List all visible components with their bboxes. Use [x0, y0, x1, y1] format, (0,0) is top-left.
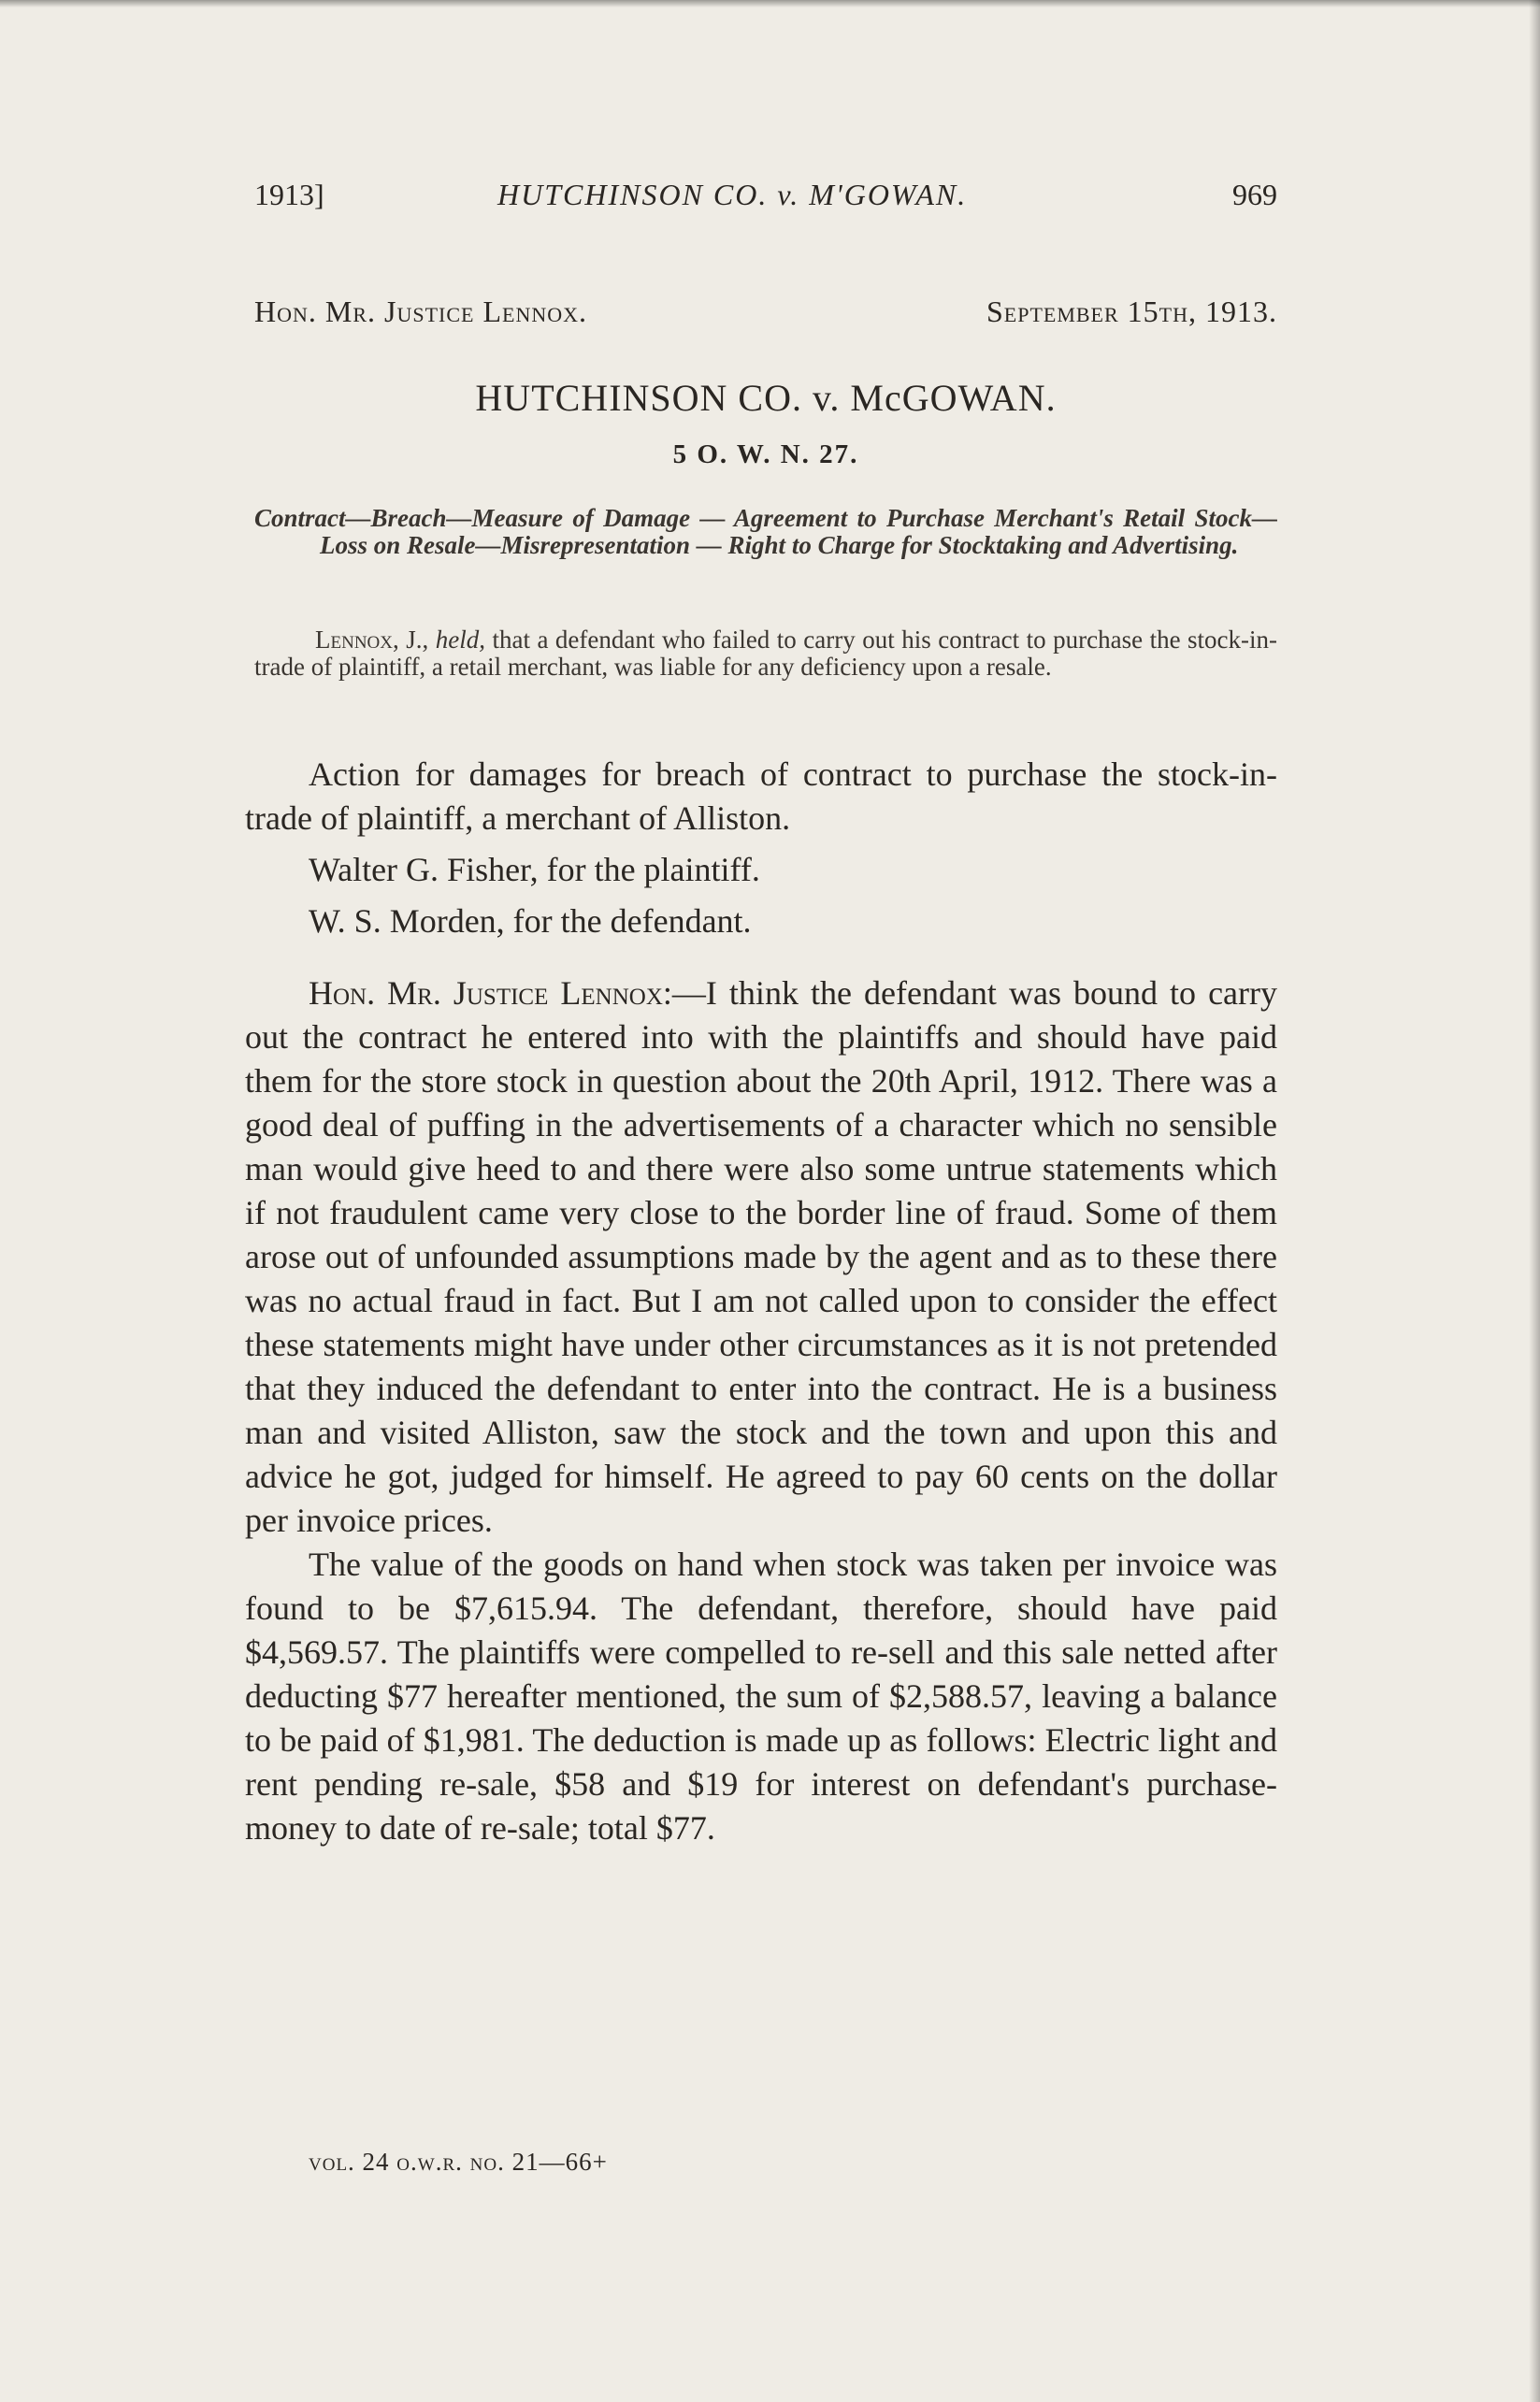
running-head-year: 1913]: [254, 178, 324, 211]
counsel-plaintiff: Walter G. Fisher, for the plaintiff.: [309, 851, 760, 888]
judgment-text-1: —I think the defendant was bound to carry out the contract he entered into with the plaintiffs and should have paid them for the store stock in question about the 20th April, 1912. There was a good deal of puffing in the advertisements of a character which no sensible man would give heed to and there were also some untrue statements which if not fraudulent came very close to the border line of fraud. Some of them arose out of unfounded assumptions made by the agent and as to these there was no actual fraud in fact. But I am not called upon to consider the effect these statements might have under other circumstances as it is not pretended that they induced the defendant to enter into the contract. He is a business man and visited Alliston, saw the stock and the town and upon this and advice he got, judged for himself. He agreed to pay 60 cents on the dollar per invoice prices.: [245, 974, 1277, 1539]
judge-name: Hon. Mr. Justice Lennox.: [254, 295, 588, 328]
counsel-defendant: W. S. Morden, for the defendant.: [309, 902, 752, 940]
running-head: [254, 178, 1277, 215]
citation: 5 O. W. N. 27.: [672, 439, 859, 469]
headnote-text: Contract—Breach—Measure of Damage — Agreement to Purchase Merchant's Retail Stock—Loss on Resale—Misrepresentation — Right to Charge for Stocktaking and Advertising.: [254, 504, 1277, 559]
page-number: 969: [1232, 178, 1277, 211]
holding-judge: Lennox, J.,: [315, 626, 429, 654]
intro-paragraph: Action for damages for breach of contract to purchase the stock-in-trade of plaintiff, a merchant of Alliston.: [245, 755, 1277, 837]
judgment-date: September 15th, 1913.: [986, 295, 1277, 328]
running-head-title: HUTCHINSON CO. v. M'GOWAN.: [497, 178, 968, 211]
volume-signature: [309, 2148, 608, 2177]
signature-text: vol. 24 o.w.r. no. 21—66+: [309, 2148, 608, 2176]
judgment-paragraph-2: The value of the goods on hand when stock was taken per invoice was found to be $7,615.94. The defendant, therefore, should have paid $4,569.57. The plaintiffs were compelled to re-sell and this sale netted after deducting $77 hereafter mentioned, the sum of $2,588.57, leaving a balance to be paid of $1,981. The deduction is made up as follows: Electric light and rent pending re-sale, $58 and $19 for interest on defendant's purchase-money to date of re-sale; total $77.: [245, 1546, 1277, 1847]
judgment-paragraph-1: [245, 971, 1277, 1543]
right-edge-shadow: [1529, 0, 1540, 2402]
body-text: [245, 753, 1277, 1850]
judgment-speaker: Hon. Mr. Justice Lennox:: [309, 974, 672, 1012]
holding: [254, 626, 1277, 681]
headnote: [254, 505, 1277, 559]
holding-paragraph: [254, 626, 1277, 681]
holding-text: that a defendant who failed to carry out his contract to purchase the stock-in-trade of plaintiff, a retail merchant, was liable for any deficiency upon a resale.: [254, 626, 1278, 681]
case-title: HUTCHINSON CO. v. McGOWAN.: [475, 377, 1057, 419]
judge-line: [254, 295, 1277, 329]
top-edge-shadow: [0, 0, 1540, 7]
holding-held: held,: [435, 626, 485, 654]
